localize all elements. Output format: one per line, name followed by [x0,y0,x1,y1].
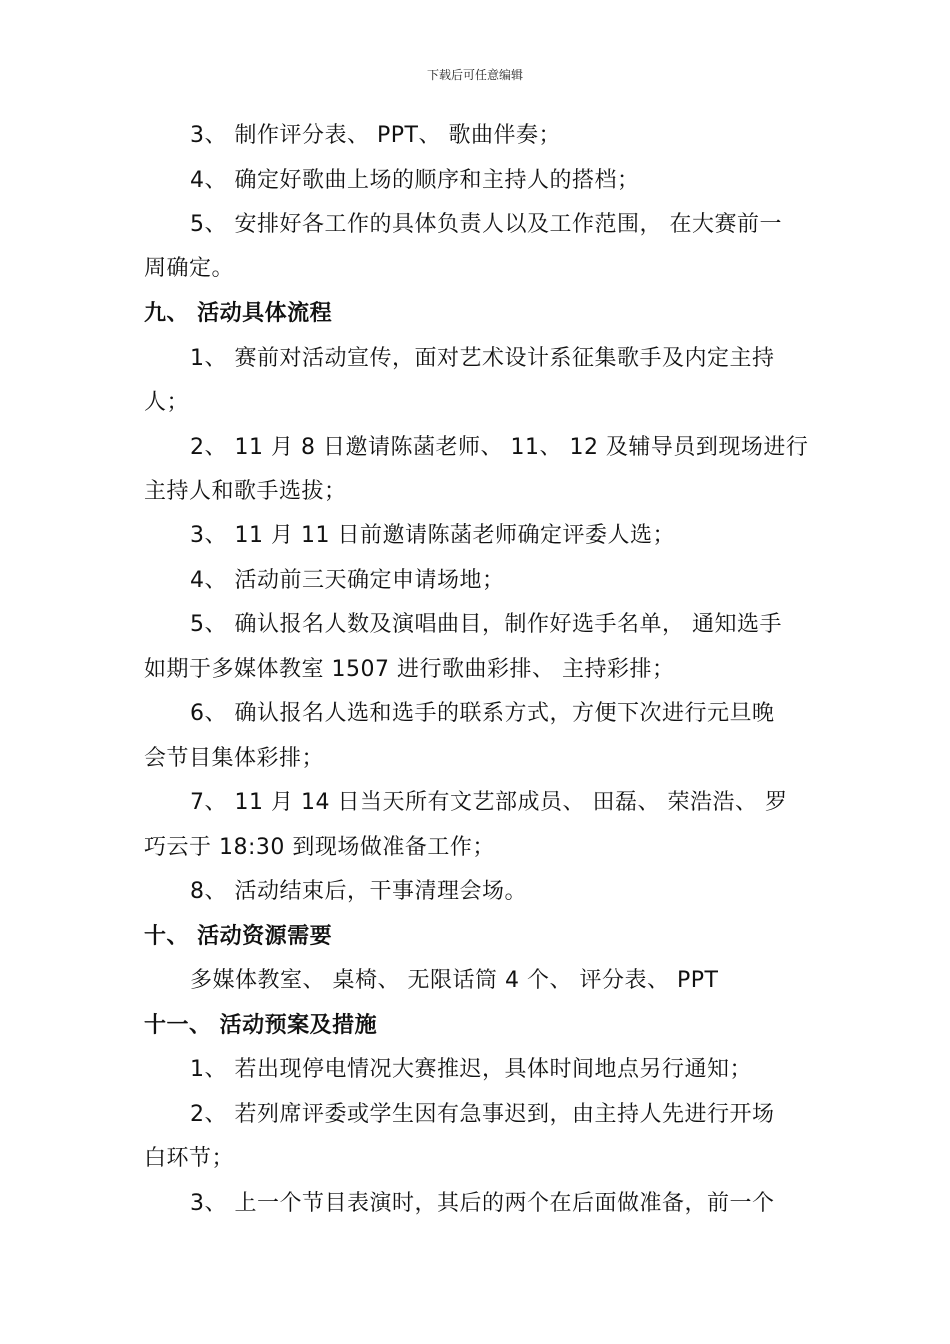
list-item: 3、 11 月 11 日前邀请陈菡老师确定评委人选； [190,523,675,548]
list-item: 多媒体教室、 桌椅、 无限话筒 4 个、 评分表、 PPT [190,968,719,993]
page-header-note: 下载后可任意编辑 [426,68,523,82]
list-item-continuation: 会节目集体彩排； [144,746,325,771]
list-item: 1、 赛前对活动宣传，面对艺术设计系征集歌手及内定主持 [190,346,775,371]
list-item-continuation: 如期于多媒体教室 1507 进行歌曲彩排、 主持彩排； [144,657,675,682]
list-item-continuation: 周确定。 [144,256,235,281]
list-item: 3、 上一个节目表演时，其后的两个在后面做准备，前一个 [190,1191,775,1216]
section-heading: 十一、 活动预案及措施 [144,1013,378,1038]
list-item: 5、 确认报名人数及演唱曲目，制作好选手名单， 通知选手 [190,612,782,637]
list-item: 3、 制作评分表、 PPT、 歌曲伴奏； [190,123,561,148]
list-item: 6、 确认报名人选和选手的联系方式，方便下次进行元旦晚 [190,701,775,726]
list-item: 7、 11 月 14 日当天所有文艺部成员、 田磊、 荣浩浩、 罗 [190,790,788,815]
list-item-continuation: 巧云于 18:30 到现场做准备工作； [144,835,495,860]
list-item: 4、 确定好歌曲上场的顺序和主持人的搭档； [190,168,640,193]
list-item: 5、 安排好各工作的具体负责人以及工作范围， 在大赛前一 [190,212,782,237]
list-item: 4、 活动前三天确定申请场地； [190,568,505,593]
list-item-continuation: 主持人和歌手选拔； [144,479,347,504]
list-item-continuation: 人； [144,390,190,415]
list-item-continuation: 白环节； [144,1146,235,1171]
list-item: 8、 活动结束后，干事清理会场。 [190,879,527,904]
list-item: 1、 若出现停电情况大赛推迟，具体时间地点另行通知； [190,1057,752,1082]
list-item: 2、 若列席评委或学生因有急事迟到，由主持人先进行开场 [190,1102,775,1127]
list-item: 2、 11 月 8 日邀请陈菡老师、 11、 12 及辅导员到现场进行 [190,435,809,460]
section-heading: 十、 活动资源需要 [144,924,333,949]
section-heading: 九、 活动具体流程 [144,301,333,326]
